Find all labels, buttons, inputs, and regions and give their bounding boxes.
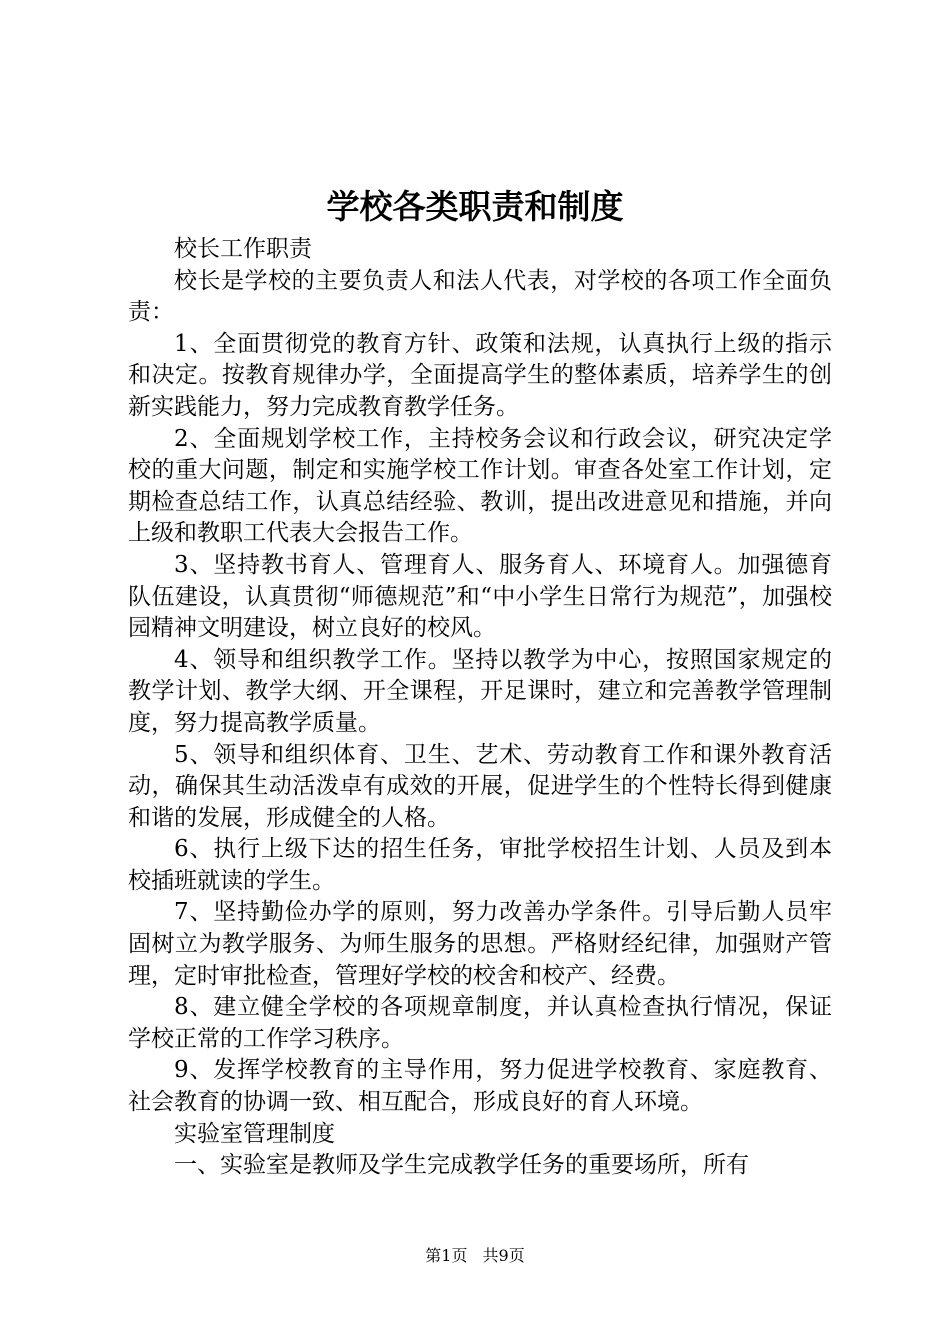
paragraph: 4、领导和组织教学工作。坚持以教学为中心，按照国家规定的教学计划、教学大纲、开全课程，开足课时，建立和完善教学管理制度，努力提高教学质量。 <box>128 646 832 736</box>
paragraph: 一、实验室是教师及学生完成教学任务的重要场所，所有 <box>174 1152 749 1179</box>
page-number: 第1页 <box>425 1246 468 1265</box>
paragraph: 6、执行上级下达的招生任务，审批学校招生计划、人员及到本校插班就读的学生。 <box>128 836 832 894</box>
section-heading: 实验室管理制度 <box>174 1120 335 1147</box>
paragraph: 校长是学校的主要负责人和法人代表，对学校的各项工作全面负责： <box>128 267 832 326</box>
document-body <box>128 234 832 1182</box>
paragraph: 9、发挥学校教育的主导作用，努力促进学校教育、家庭教育、社会教育的协调一致、相互配合，形成良好的育人环境。 <box>128 1057 832 1116</box>
paragraph: 3、坚持教书育人、管理育人、服务育人、环境育人。加强德育队伍建设，认真贯彻“师德规范”和“中小学生日常行为规范”，加强校园精神文明建设，树立良好的校风。 <box>128 551 832 642</box>
paragraph: 5、领导和组织体育、卫生、艺术、劳动教育工作和课外教育活动，确保其生动活泼卓有成效的开展，促进学生的个性特长得到健康和谐的发展，形成健全的人格。 <box>128 741 832 831</box>
paragraph: 7、坚持勤俭办学的原则，努力改善办学条件。引导后勤人员牢固树立为教学服务、为师生服务的思想。严格财经纪律，加强财产管理，定时审批检查，管理好学校的校舍和校产、经费。 <box>128 899 832 989</box>
section-heading: 校长工作职责 <box>174 236 312 262</box>
paragraph: 2、全面规划学校工作，主持校务会议和行政会议，研究决定学校的重大问题，制定和实施学校工作计划。审查各处室工作计划，定期检查总结工作，认真总结经验、教训，提出改进意见和措施，并向上级和教职工代表大会报告工作。 <box>128 425 832 547</box>
paragraph: 8、建立健全学校的各项规章制度，并认真检查执行情况，保证学校正常的工作学习秩序。 <box>128 994 832 1052</box>
paragraph: 1、全面贯彻党的教育方针、政策和法规，认真执行上级的指示和决定。按教育规律办学，全面提高学生的整体素质，培养学生的创新实践能力，努力完成教育教学任务。 <box>128 330 832 420</box>
document-title: 学校各类职责和制度 <box>326 187 624 226</box>
page-total: 共9页 <box>482 1246 525 1265</box>
page-footer <box>0 1246 950 1266</box>
